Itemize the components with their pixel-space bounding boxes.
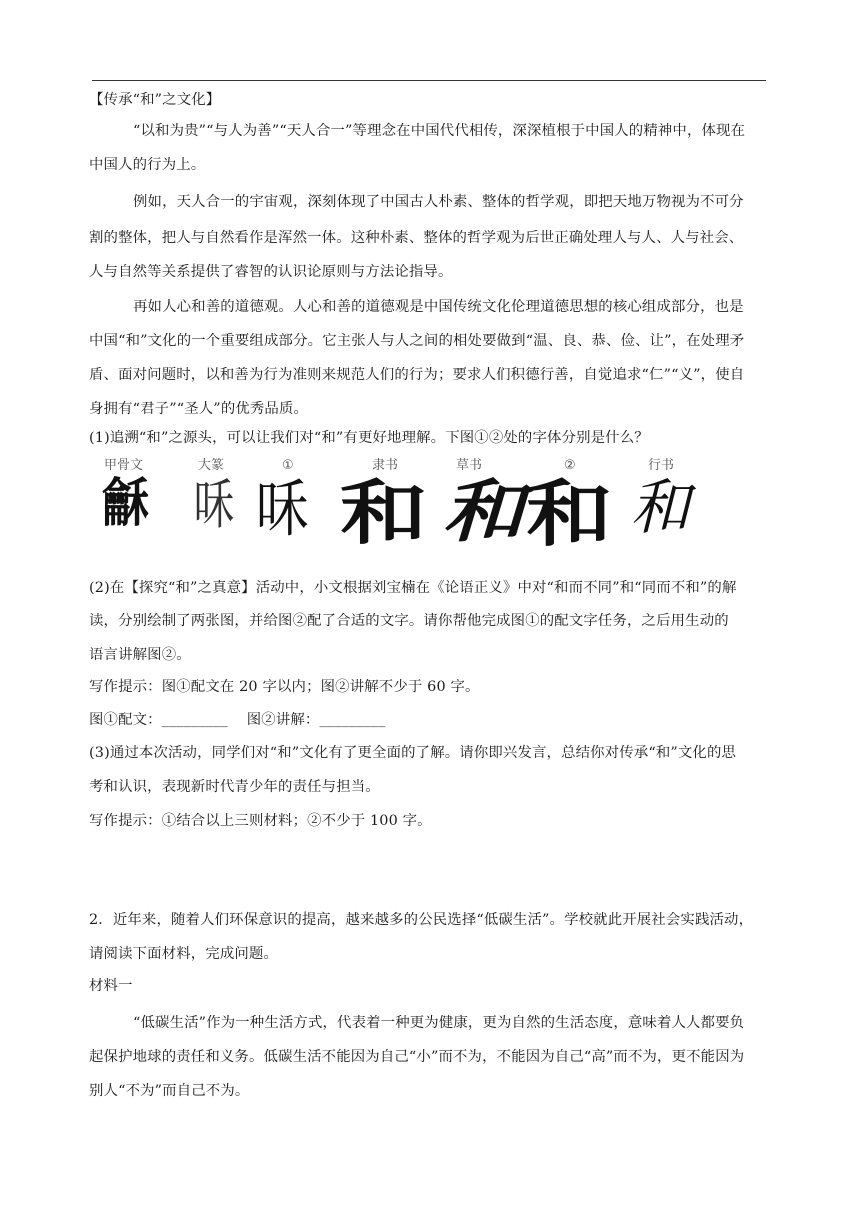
glyph-blank-2: 和 [526, 471, 608, 556]
paragraph-2-line-2: 割的整体，把人与自然看作是浑然一体。这种朴素、整体的哲学观为后世正确处理人与人、人与社会、 [89, 230, 744, 246]
label-jiaguwen: 甲骨文 [104, 458, 144, 473]
label-dazhuan: 大篆 [198, 458, 225, 473]
question-3-hint: 写作提示：①结合以上三则材料；②不少于 100 字。 [89, 813, 432, 829]
blank-1-label: 图①配文： [89, 712, 162, 728]
paragraph-3-line-2: 中国“和”文化的一个重要组成部分。它主张人与人之间的相处要做到“温、良、恭、俭、让”，在处理矛 [89, 333, 745, 349]
question-2-blanks [89, 710, 386, 730]
question-1-text: (1)追溯“和”之源头，可以让我们对“和”有更好地理解。下图①②处的字体分别是什么？ [89, 430, 649, 446]
glyph-caoshu: 和 [442, 472, 517, 552]
material-1-title: 材料一 [89, 978, 133, 994]
label-blank-1: ① [282, 458, 294, 473]
glyph-jiaguwen: 龢 [102, 473, 144, 534]
material-1-line-3: 别人“不为”而自己不为。 [89, 1083, 250, 1099]
paragraph-3-line-4: 身拥有“君子”“圣人”的优秀品质。 [89, 401, 309, 417]
glyph-lishu: 和 [340, 471, 423, 554]
glyph-blank-1: 咊 [255, 472, 301, 545]
question-2-line-2: 读，分别绘制了两张图，并给图②配了合适的文字。请你帮他完成图①的配文字任务，之后用生动的 [89, 613, 729, 629]
paragraph-1-line-1: “以和为贵”“与人为善”“天人合一”等理念在中国代代相传，深深植根于中国人的精神中，体现在 [133, 123, 746, 139]
paragraph-2-line-3: 人与自然等关系提供了睿智的认识论原则与方法论指导。 [89, 264, 453, 280]
glyph-xingshu: 和 [630, 473, 686, 543]
question-3-line-1: (3)通过本次活动，同学们对“和”文化有了更全面的了解。请你即兴发言，总结你对传承“和”文化的思 [89, 745, 737, 761]
label-xingshu: 行书 [648, 458, 675, 473]
label-blank-2: ② [564, 458, 576, 473]
material-1-line-1: “低碳生活”作为一种生活方式，代表着一种更为健康，更为自然的生活态度，意味着人人都要负 [133, 1015, 745, 1031]
question-2-line-3: 语言讲解图②。 [89, 647, 191, 663]
question-2-hint: 写作提示：图①配文在 20 字以内；图②讲解不少于 60 字。 [89, 679, 480, 695]
header-rule [92, 80, 766, 81]
material-1-line-2: 起保护地球的责任和义务。低碳生活不能因为自己“小”而不为，不能因为自己“高”而不为，更不能因为 [89, 1049, 745, 1065]
label-caoshu: 草书 [456, 458, 483, 473]
blank-2-field[interactable]: _________ [319, 712, 386, 728]
blank-2-label: 图②讲解： [246, 712, 320, 728]
question-2-main-line-1: 2．近年来，随着人们环保意识的提高，越来越多的公民选择“低碳生活”。学校就此开展社会实践活动， [89, 912, 754, 928]
paragraph-3-line-3: 盾、面对问题时，以和善为行为准则来规范人们的行为；要求人们积德行善，自觉追求“仁”“义”，使自 [89, 367, 745, 383]
calligraphy-figure [96, 456, 716, 564]
question-2-main-line-2: 请阅读下面材料，完成问题。 [89, 946, 279, 962]
question-2-line-1: (2)在【探究“和”之真意】活动中，小文根据刘宝楠在《论语正义》中对“和而不同”和“同而不和”的解 [89, 580, 737, 596]
label-lishu: 隶书 [372, 458, 399, 473]
question-3-line-2: 考和认识，表现新时代青少年的责任与担当。 [89, 779, 380, 795]
paragraph-1-line-2: 中国人的行为上。 [89, 157, 206, 173]
section-title: 【传承“和”之文化】 [89, 92, 221, 108]
paragraph-2-line-1: 例如，天人合一的宇宙观，深刻体现了中国古人朴素、整体的哲学观，即把天地万物视为不可分 [133, 194, 744, 210]
blank-1-field[interactable]: _________ [161, 712, 228, 728]
paragraph-3-line-1: 再如人心和善的道德观。人心和善的道德观是中国传统文化伦理道德思想的核心组成部分，也是 [133, 299, 744, 315]
glyph-dazhuan: 咊 [193, 473, 229, 536]
